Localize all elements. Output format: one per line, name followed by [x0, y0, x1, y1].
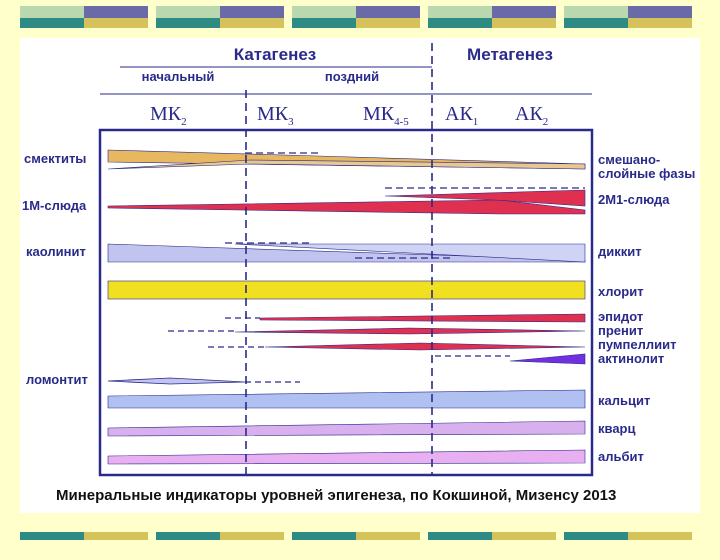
deco-tile — [84, 532, 148, 540]
header-pozdny: поздний — [324, 69, 380, 84]
label-laumontite: ломонтит — [26, 372, 88, 387]
label-1m-mica: 1М-слюда — [22, 198, 87, 213]
deco-tile — [356, 532, 420, 540]
deco-tile — [220, 6, 284, 18]
deco-tile — [220, 532, 284, 540]
figure-caption: Минеральные индикаторы уровней эпигенеза, по Кокшиной, Мизенсу 2013 — [56, 487, 617, 504]
header-katagenez: Катагенез — [233, 45, 317, 64]
header-nachalny: начальный — [141, 69, 215, 84]
label-smectites: смектиты — [24, 151, 87, 166]
deco-tile — [156, 532, 220, 540]
band-calcite — [108, 390, 585, 408]
label-kaolinite: каолинит — [26, 244, 86, 259]
label-mixed-layer-1: смешано- — [598, 152, 661, 167]
deco-tile — [292, 532, 356, 540]
label-pumpellyite: пумпеллиит — [598, 337, 677, 352]
label-actinolite: актинолит — [598, 351, 665, 366]
header-metagenez: Метагенез — [467, 45, 553, 64]
deco-tile — [292, 6, 356, 18]
deco-tile — [20, 18, 84, 28]
deco-tile — [492, 18, 556, 28]
band-1m-mica — [108, 200, 585, 214]
label-calcite: кальцит — [598, 393, 651, 408]
stage-mk45: $МК_{4-5}$ — [363, 103, 409, 128]
band-laumontite — [108, 378, 245, 384]
deco-tile — [156, 6, 220, 18]
deco-tile — [20, 532, 84, 540]
deco-tile — [356, 6, 420, 18]
deco-tile — [84, 6, 148, 18]
top-decoration — [0, 0, 720, 30]
band-pumpellyite — [265, 343, 585, 350]
band-actinolite — [510, 354, 585, 364]
mineral-diagram — [20, 38, 700, 513]
deco-tile — [20, 6, 84, 18]
deco-tile — [564, 6, 628, 18]
label-dickite: диккит — [598, 244, 642, 259]
label-prehnite: пренит — [598, 323, 644, 338]
stage-ak1: $АК_1$ — [445, 103, 479, 128]
label-quartz: кварц — [598, 421, 636, 436]
deco-tile — [428, 18, 492, 28]
label-2m1-mica: 2М1-слюда — [598, 192, 670, 207]
label-albite: альбит — [598, 449, 644, 464]
deco-tile — [628, 18, 692, 28]
deco-tile — [428, 532, 492, 540]
deco-tile — [156, 18, 220, 28]
label-epidote: эпидот — [598, 309, 644, 324]
slide-content — [20, 38, 700, 513]
deco-tile — [492, 532, 556, 540]
deco-tile — [628, 6, 692, 18]
band-prehnite — [235, 328, 585, 334]
deco-tile — [564, 18, 628, 28]
deco-tile — [628, 532, 692, 540]
deco-tile — [564, 532, 628, 540]
deco-tile — [492, 6, 556, 18]
band-epidote — [260, 314, 585, 322]
stage-ak2: $АК_2$ — [515, 103, 549, 128]
band-chlorite — [108, 281, 585, 299]
label-mixed-layer-2: слойные фазы — [598, 166, 696, 181]
deco-tile — [428, 6, 492, 18]
deco-tile — [292, 18, 356, 28]
deco-tile — [356, 18, 420, 28]
label-chlorite: хлорит — [598, 284, 644, 299]
stage-mk3: $МК_3$ — [257, 103, 294, 128]
band-quartz — [108, 421, 585, 436]
band-albite — [108, 450, 585, 464]
deco-tile — [220, 18, 284, 28]
stage-mk2: $МК_2$ — [150, 103, 187, 128]
bottom-decoration — [0, 530, 720, 560]
deco-tile — [84, 18, 148, 28]
